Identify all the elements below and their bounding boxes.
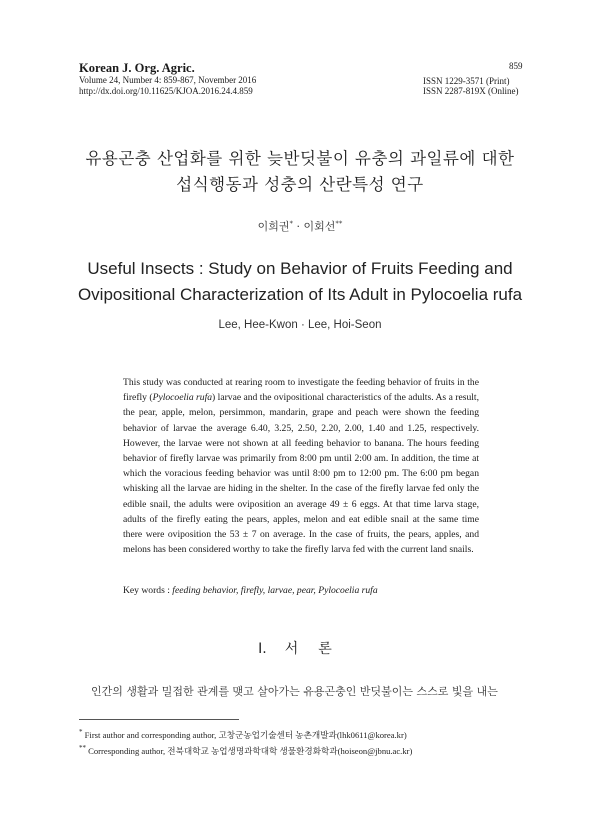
section-heading	[0, 638, 600, 658]
author-1-mark: *	[289, 219, 293, 228]
korean-authors	[0, 218, 600, 234]
keywords-values: feeding behavior, firefly, larvae, pear, Pylocoelia rufa	[172, 585, 378, 596]
issn-print: ISSN 1229-3571 (Print)	[423, 76, 510, 86]
footnote-1	[79, 728, 407, 741]
korean-author-1: 이희권	[257, 220, 290, 233]
footnote-2-text: Corresponding author, 전북대학교 농업생명과학대학 생물환경화학과(hoiseon@jbnu.ac.kr)	[88, 745, 413, 756]
keywords	[123, 584, 479, 598]
footnote-1-text: First author and corresponding author, 고창군농업기술센터 농촌개발과(lhk0611@korea.kr)	[84, 729, 407, 740]
issn-block	[423, 76, 519, 97]
korean-author-2: 이회선	[303, 220, 336, 233]
body-paragraph: 인간의 생활과 밀접한 관계를 맺고 살아가는 유용곤충인 반딧불이는 스스로 빛을 내는	[91, 685, 498, 698]
english-title-line-1: Useful Insects : Study on Behavior of Fruits Feeding and	[87, 259, 513, 278]
abstract-part-1: This study was conducted at rearing room to investigate the feeding behavior of fruits in the firefly (	[123, 377, 479, 404]
keywords-label: Key words :	[123, 585, 173, 596]
korean-title-line-2: 섭식행동과 성충의 산란특성 연구	[176, 175, 424, 194]
issn-online: ISSN 2287-819X (Online)	[423, 86, 519, 97]
footnote-divider	[79, 719, 239, 720]
footnote-2	[79, 744, 412, 757]
volume-info: Volume 24, Number 4: 859-867, November 2016	[79, 75, 257, 86]
page-number: 859	[509, 61, 523, 71]
doi-link[interactable]: http://dx.doi.org/10.11625/KJOA.2016.24.4.859	[79, 85, 253, 96]
author-separator: ·	[293, 220, 304, 233]
journal-header	[79, 61, 256, 96]
author-2-mark: **	[335, 219, 343, 228]
footnote-1-mark: *	[79, 728, 83, 736]
english-title	[40, 256, 560, 308]
abstract	[123, 375, 479, 557]
korean-title-line-1: 유용곤충 산업화를 위한 늦반딧불이 유충의 과일류에 대한	[85, 149, 515, 168]
korean-title	[40, 146, 560, 198]
english-authors: Lee, Hee-Kwon · Lee, Hoi-Seon	[218, 319, 382, 331]
journal-name: Korean J. Org. Agric.	[79, 61, 195, 75]
english-title-line-2: Ovipositional Characterization of Its Adult in Pylocoelia rufa	[77, 285, 523, 304]
section-number: Ⅰ.	[258, 641, 267, 657]
abstract-species: Pylocoelia rufa	[152, 392, 213, 404]
section-title-char-1: 서	[284, 641, 299, 657]
abstract-part-2: ) larvae and the ovipositional characteristics of the adults. As a result, the pear, apple, melon, persimmon, mandarin, grape and peach were shown the feeding behavior of larvae the average 6.40, 3.25, 2.50, 2.20, 2.00, 1.40 and 1.25, respectively. However, the larvae were not shown at all feeding behavior to banana. The hours feeding behavior of firefly larvae was primarily from 8:00 pm until 2:00 am. In addition, the time at which the voracious feeding behavior was until 8:00 pm to 12:00 pm. The 6:00 pm began whisking all the larvae are hiding in the shelter. In the case of the firefly larvae fed only the edible snail, the adults were oviposition an average 49 ± 6 eggs. At that time larva stage, adults of the firefly eating the pears, apples, melon and eat edible snail at the same time there were oviposition the 53 ± 7 on average. In the case of fruits, the pears, apples, and melons has been considered worthy to take the firefly larva fed with the current land snails.	[123, 392, 479, 556]
footnote-2-mark: **	[79, 744, 86, 752]
section-title-char-2: 론	[318, 641, 332, 657]
